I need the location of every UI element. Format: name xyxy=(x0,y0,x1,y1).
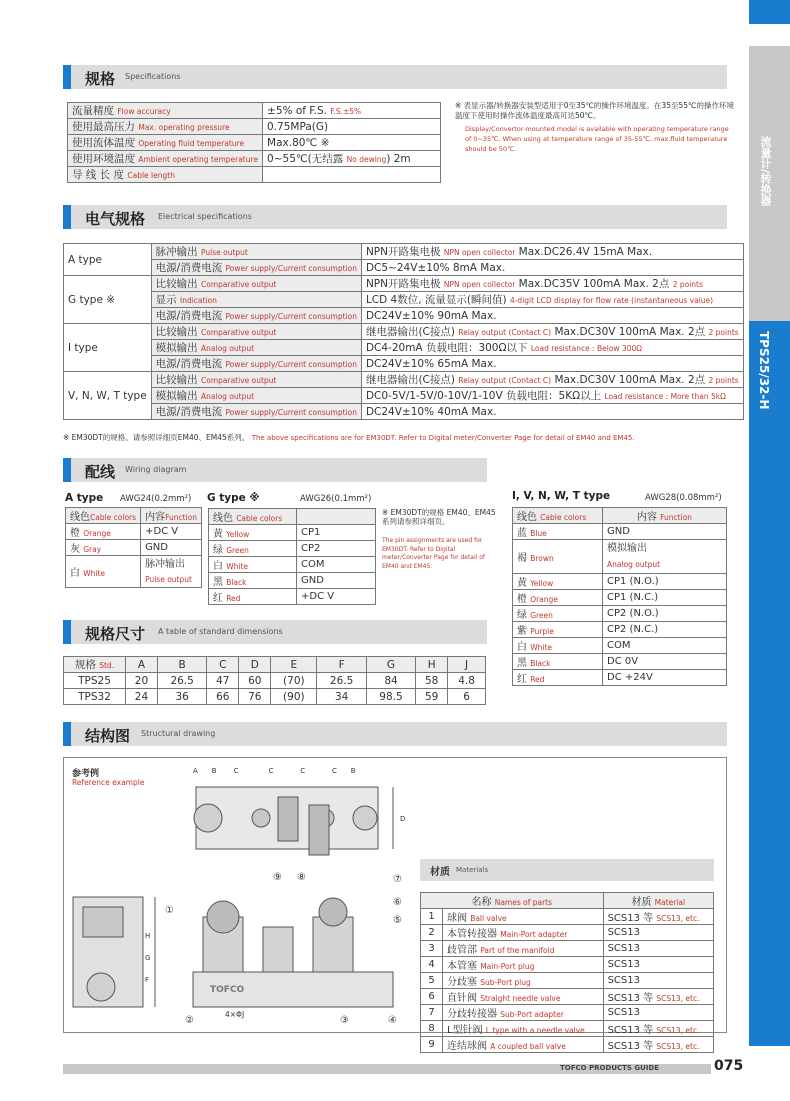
side-tab-category-label: 流量计/转换器 xyxy=(759,136,772,207)
spec-title-en: Specifications xyxy=(125,72,181,81)
wiring-header xyxy=(63,458,487,482)
wiring-g-note: ※ EM30DT的规格 EM40、EM45系列请参照详细页。 xyxy=(382,508,496,526)
port-circle xyxy=(194,804,222,832)
display-block xyxy=(278,797,298,841)
dims-title-en: A table of standard dimensions xyxy=(158,627,283,636)
spec-title: 规格 xyxy=(85,70,116,88)
spec-header xyxy=(63,65,727,89)
elec-table: A type 脉冲输出 Pulse output NPN开路集电极 NPN open collector Max.DC26.4V 15mA Max. 电源/消费电流 Power supply/Current consumption DC5~24V±10% 8mA Max. G type ※ 比较输出 Comparative output NPN开路集电极 NPN open collector Max.DC35V 100mA Max. 2点 2 points 显示 Indication LCD 4数位, 流量显示(瞬间值) 4-digit LCD display for flow rate (instantaneous value) 电源/消费电流 Power supply/Current consumption DC24V±10% 90mA Max. I type 比较输出 Comparative output 继电器输出(C接点) Relay output (Contact C) Max.DC30V 100mA Max. 2点 2 points 模拟输出 Analog output DC4-20mA 负载电阻：300Ω以下 Load resistance : Below 300Ω 电源/消费电流 Power supply/Current consumption DC24V±10% 65mA Max. V, N, W, T type 比较输出 Comparative output 继电器输出(C接点) Relay output (Contact C) Max.DC30V 100mA Max. 2点 2 points 模拟输出 Analog output DC0-5V/1-5V/0-10V/1-10V 负载电阻：5KΩ以上 Load resistance : More than 5kΩ 电源/消费电流 Power supply/Current consumption DC24V±10% 40mA Max. xyxy=(63,243,744,420)
spec-note-en: Display/Convertor-mounted model is available with operating temperature range of 0~35℃. When using at temperature range of 35-55℃, max.fluid temperature should be 50℃. xyxy=(465,125,729,153)
port-circle xyxy=(353,806,377,830)
valve-handle xyxy=(207,901,239,933)
side-tab xyxy=(749,46,790,1046)
wiring-v-awg: AWG28(0.08mm²) xyxy=(645,493,722,503)
table-row: 使用最高压力 Max. operating pressure 0.75MPa(G) xyxy=(68,119,441,135)
footer-guide: TOFCO PRODUCTS GUIDE xyxy=(560,1064,660,1072)
port-circle xyxy=(87,973,115,1001)
elec-title-en: Electrical specifications xyxy=(158,212,252,221)
needle-valve xyxy=(263,927,293,972)
callout-5: ⑤ xyxy=(393,915,402,926)
side-view-head xyxy=(83,907,123,937)
side-tab-model-label: TPS25/32-H xyxy=(757,331,771,410)
struct-side-letters: H G F xyxy=(145,932,151,984)
wiring-v-title: I, V, N, W, T type xyxy=(512,490,611,502)
callout-3: ③ xyxy=(340,1015,349,1026)
struct-letter-d: D xyxy=(400,815,406,823)
wiring-a-table: 线色Cable colors 内容Function 橙 Orange +DC V 灰 Gray GND 白 White 脉冲输出 Pulse output xyxy=(65,507,202,588)
wiring-g-title: G type ※ xyxy=(207,492,260,504)
wiring-title: 配线 xyxy=(85,463,116,481)
spec-note: ※ 表显示器/转换器安装型适用于0至35℃的操作环境温度。在35至55℃的操作环境温度下使用时操作流体温度最高可达50℃。 xyxy=(455,101,734,120)
dims-table: 规格 Std. A B C D E F G H J TPS25 20 26.5 47 60 (70) 26.5 84 58 4.8 TPS32 24 36 66 76 (90) 34 98.5 59 6 xyxy=(63,656,486,705)
wiring-v-table: 线色 Cable colors 内容 Function 蓝 Blue GND 褐 Brown 模拟输出 Analog output 黄 Yellow CP1 (N.O.) 橙 Orange CP1 (N.C.) 绿 Green CP2 (N.O.) 紫 Purple CP2 (N.C.) 白 White COM 黑 Black DC 0V 红 Red DC +24V xyxy=(512,507,727,686)
wiring-g-table: 线色 Cable colors 黄 Yellow CP1 绿 Green CP2 白 White COM 黑 Black GND 红 Red +DC V xyxy=(208,508,376,605)
callout-4: ④ xyxy=(388,1015,397,1026)
display-block xyxy=(309,805,329,855)
wiring-title-en: Wiring diagram xyxy=(125,465,187,474)
table-row: 使用环境温度 Ambient operating temperature 0~55℃(无结露 No dewing) 2m xyxy=(68,151,441,167)
struct-letters: A B C C C C B xyxy=(193,767,357,775)
struct-title-en: Structural drawing xyxy=(141,729,216,738)
top-tab xyxy=(749,0,790,24)
callout-8: ⑧ xyxy=(297,872,306,883)
dims-title: 规格尺寸 xyxy=(85,625,146,643)
port-circle xyxy=(252,809,270,827)
dims-header xyxy=(63,620,487,644)
materials-table: 名称 Names of parts 材质 Material 1 球阀 Ball valve SCS13 等 SCS13, etc. 2 本管转接器 Main-Port adapter SCS13 3 歧管部 Part of the manifold SCS13 4 本管塞 Main-Port plug SCS13 5 分歧塞 Sub-Port plug SCS13 6 直针阀 Straight needle valve SCS13 等 SCS13, etc. 7 分歧转接器 Sub-Port adapter SCS13 8 L型针阀 L type with a needle valve SCS13 等 SCS13, etc. 9 连结球阀 A coupled ball valve SCS13 等 SCS13, etc. xyxy=(420,892,714,1053)
materials-header: 材质 Materials xyxy=(420,859,714,881)
elec-title: 电气规格 xyxy=(85,210,146,228)
table-row: 流量精度 Flow accuracy ±5% of F.S. F.S.±5% xyxy=(68,103,441,119)
struct-ref-en: Reference example xyxy=(72,778,145,787)
struct-ref: 参考例 xyxy=(72,769,100,779)
spec-table xyxy=(67,102,441,183)
elec-note: ※ EM30DT的规格。请参照详细页EM40、EM45系列。 The above specifications are for EM30DT. Refer to Digital meter/Converter Page for detail of EM40 and EM45. xyxy=(63,433,635,442)
page-number: 075 xyxy=(714,1058,744,1074)
struct-title: 结构图 xyxy=(85,727,131,745)
elec-header xyxy=(63,205,727,229)
callout-2: ② xyxy=(185,1015,194,1026)
wiring-g-note-en: The pin assignments are used for EM30DT. Refer to Digital meter/Converter Page for detail of EM40 and EM45. xyxy=(382,537,486,570)
wiring-a-title: A type xyxy=(65,492,104,504)
brand-mark: TOFCO xyxy=(210,985,245,995)
wiring-g-awg: AWG26(0.1mm²) xyxy=(300,494,372,504)
table-row: 使用流体温度 Operating fluid temperature Max.80℃ ※ xyxy=(68,135,441,151)
hole-label: 4×ΦJ xyxy=(225,1010,245,1019)
callout-1: ① xyxy=(165,905,174,916)
side-tab-category xyxy=(749,46,790,321)
side-tab-model xyxy=(749,321,790,1046)
callout-7: ⑦ xyxy=(393,874,402,885)
callout-9: ⑨ xyxy=(273,872,282,883)
wiring-a-awg: AWG24(0.2mm²) xyxy=(120,494,192,504)
callout-6: ⑥ xyxy=(393,897,402,908)
valve-handle xyxy=(319,898,347,926)
struct-header xyxy=(63,722,727,746)
table-row: 导 线 长 度 Cable length xyxy=(68,167,441,183)
